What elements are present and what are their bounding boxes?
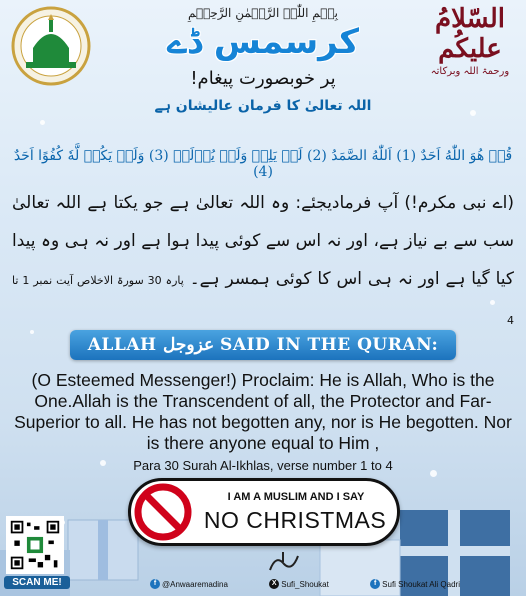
said-in-quran-banner: ALLAH عزوجل SAID IN THE QURAN: bbox=[70, 330, 456, 360]
prohibited-sign-icon bbox=[133, 482, 193, 542]
facebook-icon: f bbox=[150, 579, 160, 589]
bismillah: بِسۡمِ اللّٰہِ الرَّحۡمٰنِ الرَّحِیۡمِ bbox=[187, 6, 339, 20]
scan-me-label: SCAN ME! bbox=[4, 576, 70, 589]
urdu-translation bbox=[12, 184, 514, 340]
allah-says-heading: اللہ تعالیٰ کا فرمان عالیشان ہے bbox=[154, 98, 372, 114]
salaam-text: السّلامُ علیکُم bbox=[435, 4, 505, 64]
salaam-subtext: ورحمۃ اللہ وبرکاتہ bbox=[430, 66, 510, 77]
calligraphy-logo-icon bbox=[266, 550, 302, 574]
slogan-line-2: NO CHRISTMAS bbox=[203, 507, 387, 533]
page-subtitle: پر خوبصورت پیغام! bbox=[190, 68, 336, 89]
social-facebook[interactable] bbox=[150, 579, 228, 589]
social-facebook-2[interactable] bbox=[370, 579, 460, 589]
snowflake-icon bbox=[470, 110, 476, 116]
para-number: Para 30 bbox=[133, 458, 179, 473]
salaam-greeting bbox=[420, 4, 520, 80]
slogan-line-1: I AM A MUSLIM AND I SAY bbox=[227, 491, 365, 503]
facebook-icon: f bbox=[370, 579, 380, 589]
page-title: کرسمس ڈے bbox=[166, 22, 360, 62]
green-dome-emblem-icon bbox=[8, 6, 94, 86]
social-handle-3: Sufi Shoukat Ali Qadri bbox=[382, 579, 460, 589]
snowflake-icon bbox=[40, 120, 45, 125]
x-icon: X bbox=[269, 579, 279, 589]
quran-ayah: قُلۡ هُوَ اللّٰهُ اَحَدٌ (1) اَللّٰهُ الصَّمَدُ (2) لَمۡ يَلِدۡ وَلَمۡ يُوۡلَدۡ (3) وَلَمۡ يَكُنۡ لَّهٗ كُفُوًا اَحَدٌ (4) bbox=[13, 148, 513, 180]
qr-code-icon[interactable] bbox=[6, 516, 64, 574]
social-handle-2: Sufi_Shoukat bbox=[281, 579, 329, 589]
surah-reference: Surah Al-Ikhlas, verse number 1 to 4 bbox=[182, 458, 393, 473]
social-x[interactable] bbox=[269, 579, 329, 589]
social-handle-1: @Anwaaremadina bbox=[162, 579, 228, 589]
english-translation: (O Esteemed Messenger!) Proclaim: He is Allah, Who is the One.Allah is the Transcendent of all, the Protector and Far-Superior to all. He has not begotten any, nor is He begotten. Nor is there anyone equal to Him , bbox=[14, 370, 512, 453]
social-handles bbox=[150, 576, 460, 592]
urdu-translation-text: (اے نبی مکرم!) آپ فرمادیجئے: وہ اللہ تعالیٰ ہے جو یکتا ہے اللہ تعالیٰ سب سے بے نیاز ہے، اور نہ اس سے کوئی پیدا ہوا ہے اور نہ ہی وہ پیدا کیا گیا ہے اور نہ ہی اس کا کوئی ہمسر ہے۔ bbox=[12, 193, 514, 289]
urdu-reference: پارہ 30 سورۃ الاخلاص آیت نمبر 1 تا 4 bbox=[12, 274, 514, 327]
no-christmas-badge bbox=[128, 478, 400, 546]
verse-reference bbox=[8, 458, 518, 473]
